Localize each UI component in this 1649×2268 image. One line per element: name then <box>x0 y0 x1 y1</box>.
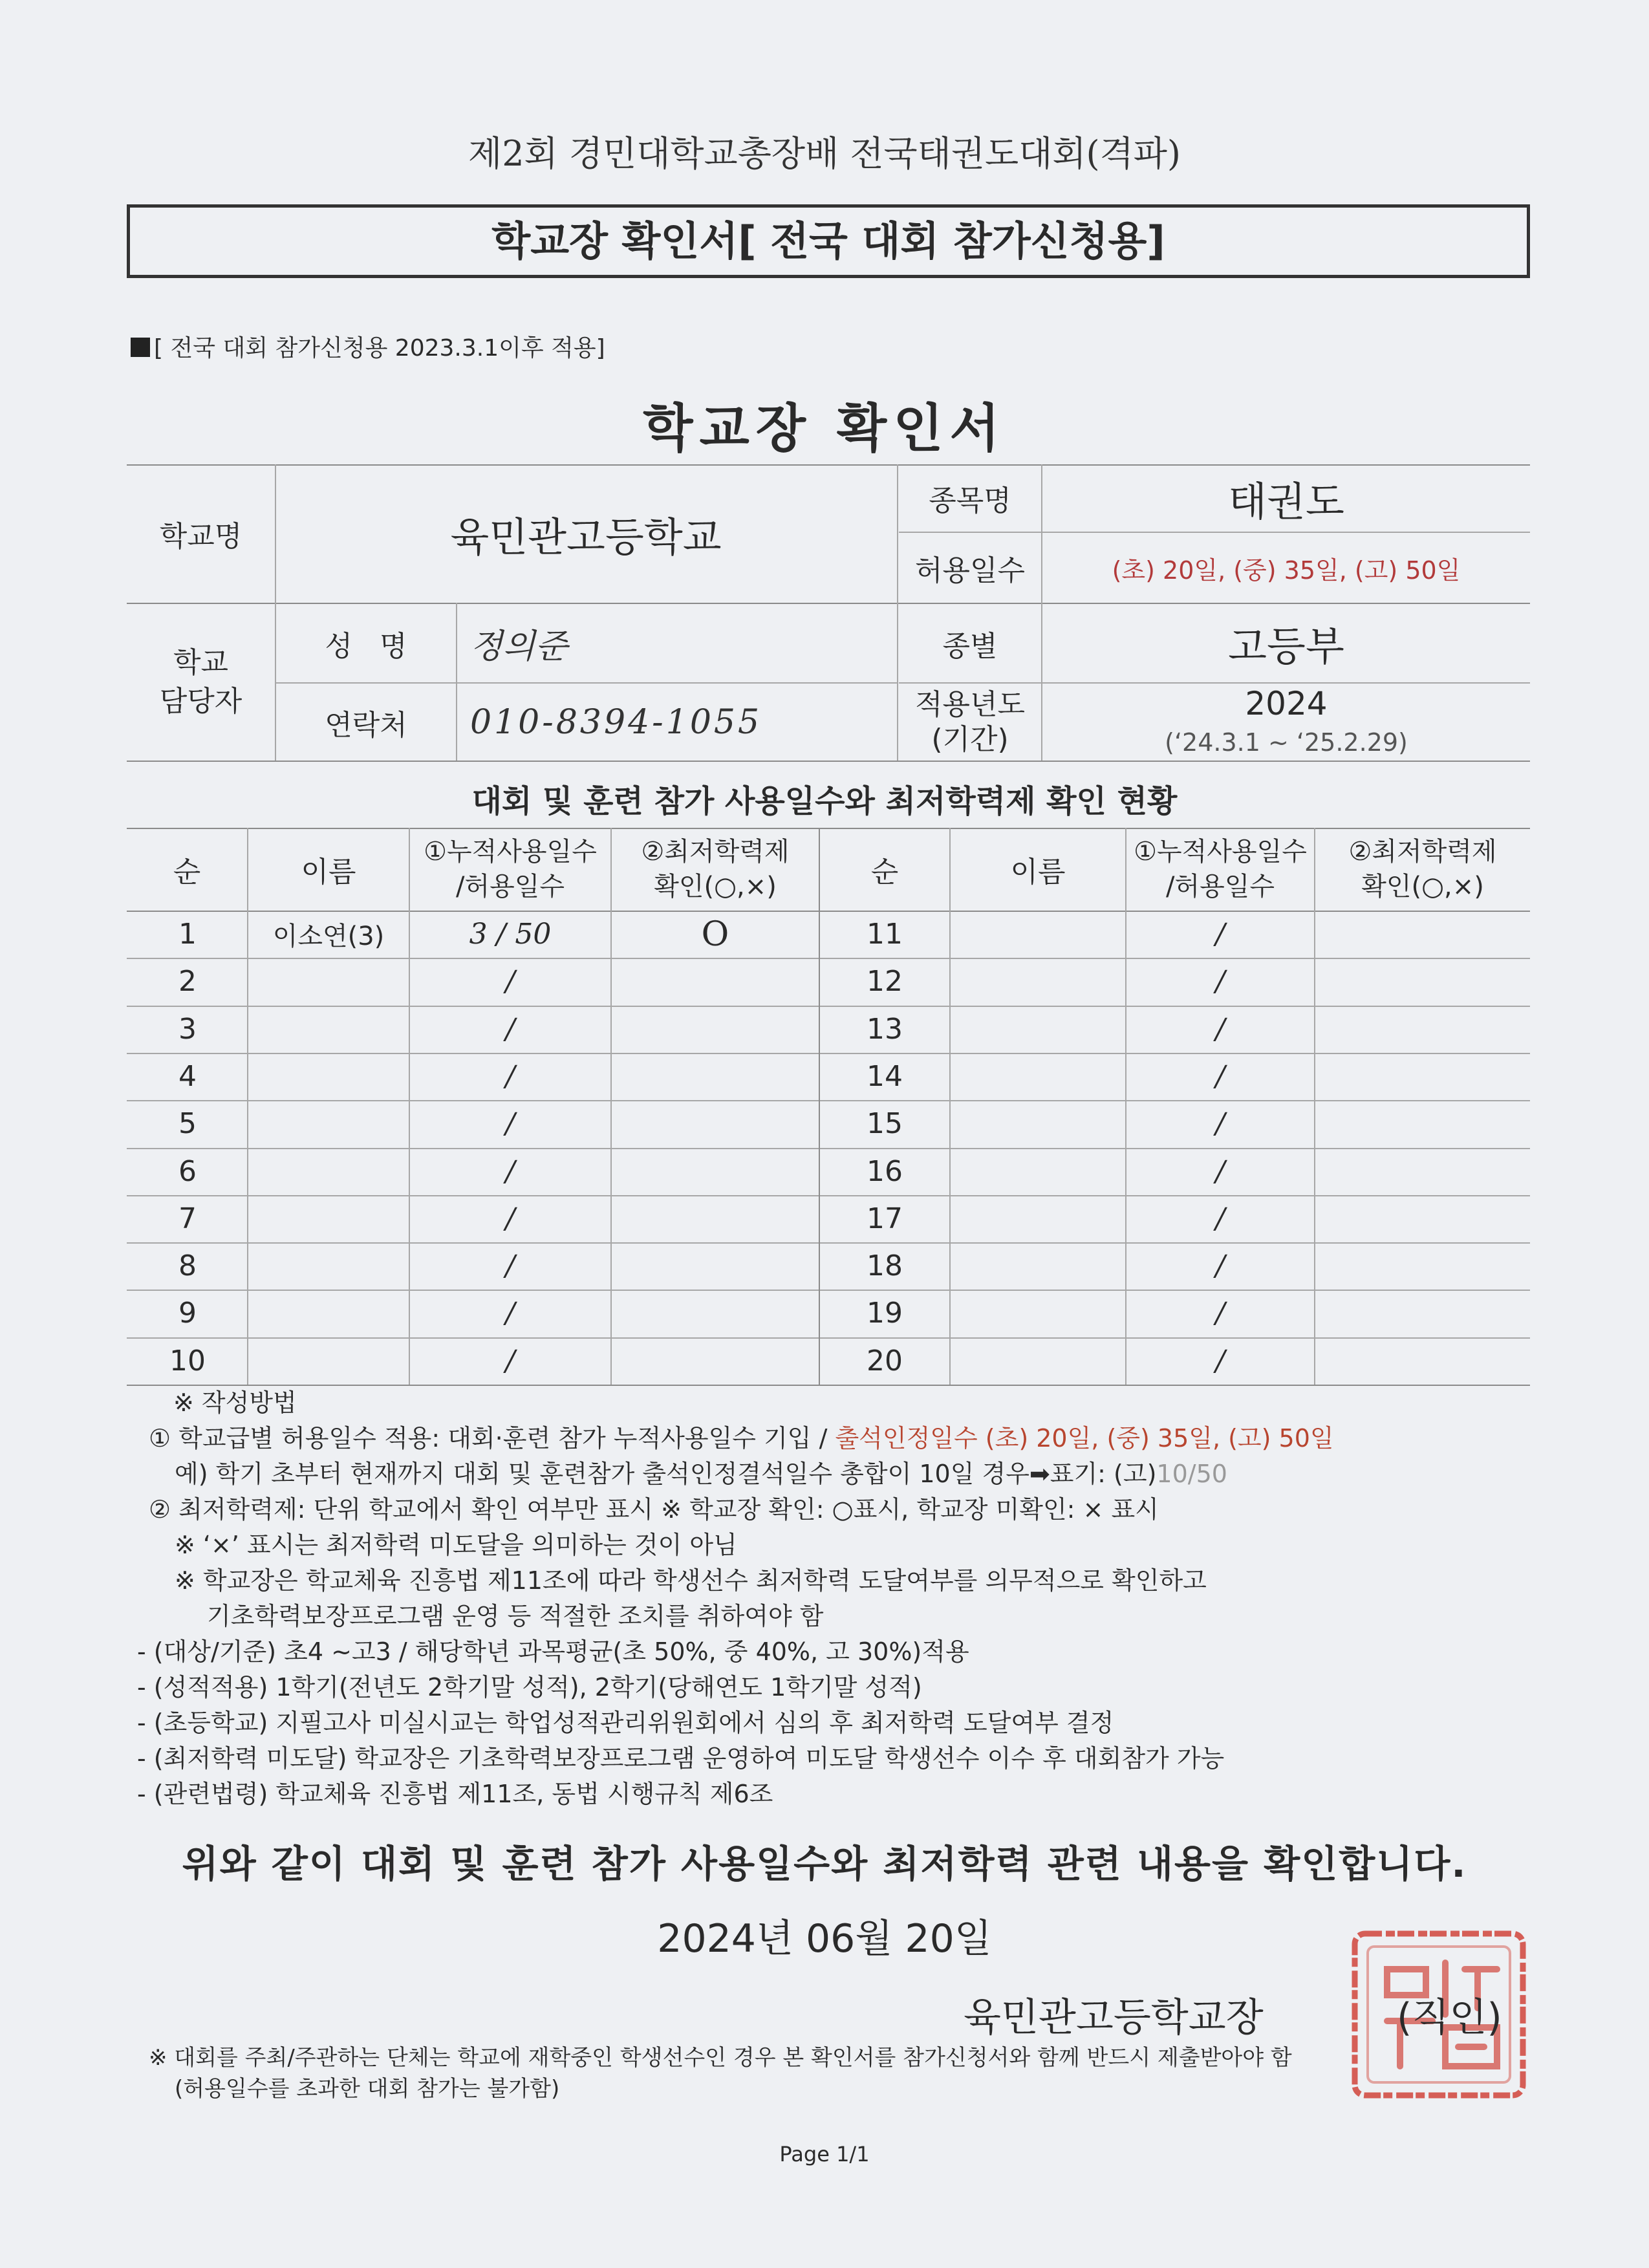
detail-2: - (성적적용) 1학기(전년도 2학기말 성적), 2학기(당해연도 1학기말 성적) <box>137 1673 922 1701</box>
division-value: 고등부 <box>1228 623 1344 670</box>
year-period: (‘24.3.1 ~ ‘25.2.29) <box>1165 728 1408 757</box>
allowed-days-value: (초) 20일, (중) 35일, (고) 50일 <box>1112 556 1461 585</box>
event-title: 제2회 경민대학교총장배 전국태권도대회(격파) <box>468 133 1181 174</box>
days-used: / <box>505 1249 515 1282</box>
min-academic-check <box>612 1337 819 1385</box>
student-name <box>248 1100 409 1147</box>
days-used: / <box>505 1060 515 1093</box>
row-number: 15 <box>867 1107 903 1140</box>
min-academic-check <box>612 1006 819 1053</box>
manager-label: 학교 담당자 <box>159 646 242 718</box>
allowed-days-label: 허용일수 <box>914 554 1025 587</box>
contact-label: 연락처 <box>325 708 407 742</box>
row-number: 16 <box>867 1155 903 1188</box>
student-name <box>951 1053 1125 1100</box>
days-used: / <box>1215 1013 1225 1046</box>
days-used: 3 / 50 <box>469 918 552 951</box>
footnote <box>149 2042 1558 2104</box>
row-number: 5 <box>178 1107 197 1140</box>
school-label: 학교명 <box>159 520 242 553</box>
contact-number: 010-8394-1055 <box>470 702 762 742</box>
min-academic-check <box>1315 1290 1530 1337</box>
days-used: / <box>1215 1107 1225 1140</box>
student-name <box>951 1290 1125 1337</box>
note-5: 기초학력보장프로그램 운영 등 적절한 조치를 취하여야 함 <box>207 1602 824 1630</box>
min-academic-check <box>1315 1242 1530 1290</box>
row-number: 10 <box>169 1345 206 1377</box>
row-number: 14 <box>867 1060 903 1093</box>
note-1-example: 예) 학기 초부터 현재까지 대회 및 훈련참가 출석인정결석일수 총합이 10일 경우➡표기: (고) <box>175 1460 1157 1488</box>
days-used: / <box>505 965 515 998</box>
days-used: / <box>1215 965 1225 998</box>
year-label: 적용년도 (기간) <box>914 687 1025 756</box>
detail-5: - (관련법령) 학교체육 진흥법 제11조, 동법 시행규칙 제6조 <box>137 1780 773 1808</box>
student-name <box>248 1337 409 1385</box>
header-name-right: 이름 <box>1010 856 1066 889</box>
min-academic-check <box>1315 1006 1530 1053</box>
header-name-left: 이름 <box>301 856 356 889</box>
student-name <box>951 1006 1125 1053</box>
row-number: 17 <box>867 1202 903 1235</box>
row-number: 7 <box>178 1202 197 1235</box>
footnote-line-2: (허용일수를 초과한 대회 참가는 불가함) <box>175 2076 560 2102</box>
student-name <box>951 1148 1125 1195</box>
sport-label: 종목명 <box>929 484 1011 517</box>
student-name <box>248 958 409 1005</box>
row-number: 1 <box>178 918 197 951</box>
days-used: / <box>505 1202 515 1235</box>
row-number: 4 <box>178 1060 197 1093</box>
footnote-line-1: ※ 대회를 주최/주관하는 단체는 학교에 재학중인 학생선수인 경우 본 확인서를 참가신청서와 함께 반드시 제출받아야 함 <box>149 2045 1292 2071</box>
days-used: / <box>505 1155 515 1188</box>
student-name <box>951 1195 1125 1242</box>
student-name <box>248 1290 409 1337</box>
row-number: 20 <box>867 1345 903 1377</box>
min-academic-check <box>1315 911 1530 958</box>
manager-name: 정의준 <box>470 627 568 666</box>
min-academic-check <box>1315 1337 1530 1385</box>
division-label: 종별 <box>942 629 998 663</box>
sport-name: 태권도 <box>1228 477 1344 525</box>
days-used: / <box>505 1297 515 1330</box>
header-days-left: ①누적사용일수 /허용일수 <box>424 837 597 902</box>
note-1-example-value: 10/50 <box>1156 1460 1227 1488</box>
subheading-text: [ 전국 대회 참가신청용 2023.3.1이후 적용] <box>154 335 605 362</box>
days-used: / <box>1215 1155 1225 1188</box>
confirm-statement: 위와 같이 대회 및 훈련 참가 사용일수와 최저학력 관련 내용을 확인합니다. <box>182 1842 1467 1886</box>
row-number: 13 <box>867 1013 903 1046</box>
days-used: / <box>505 1013 515 1046</box>
min-academic-check <box>612 958 819 1005</box>
min-academic-check <box>612 1053 819 1100</box>
header-no-left: 순 <box>173 856 201 889</box>
student-name <box>248 1053 409 1100</box>
header-check-right: ②최저학력제 확인(○,×) <box>1348 837 1497 902</box>
doc-title: 학교장 확인서[ 전국 대회 참가신청용] <box>491 217 1165 265</box>
student-name <box>951 958 1125 1005</box>
min-academic-check <box>612 1290 819 1337</box>
student-name <box>951 911 1125 958</box>
square-bullet-icon <box>131 338 150 357</box>
days-used: / <box>1215 918 1225 951</box>
seal-label: (직인) <box>1397 1995 1502 2040</box>
days-used: / <box>1215 1345 1225 1377</box>
row-number: 6 <box>178 1155 197 1188</box>
days-used: / <box>1215 1297 1225 1330</box>
subheading <box>131 330 605 363</box>
row-number: 19 <box>867 1297 903 1330</box>
days-used: / <box>1215 1060 1225 1093</box>
student-name <box>951 1100 1125 1147</box>
row-number: 3 <box>178 1013 197 1046</box>
min-academic-check <box>612 1148 819 1195</box>
page-number: Page 1/1 <box>779 2142 870 2166</box>
detail-3: - (초등학교) 지필고사 미실시교는 학업성적관리위원회에서 심의 후 최저학력 도달여부 결정 <box>137 1709 1114 1737</box>
row-number: 2 <box>178 965 197 998</box>
min-academic-check <box>1315 1148 1530 1195</box>
days-used: / <box>505 1107 515 1140</box>
note-3: ※ ‘×’ 표시는 최저학력 미도달을 의미하는 것이 아님 <box>175 1531 737 1559</box>
row-number: 9 <box>178 1297 197 1330</box>
student-name <box>248 1195 409 1242</box>
notes-heading: ※ 작성방법 <box>173 1388 297 1417</box>
row-number: 12 <box>867 965 903 998</box>
student-name: 이소연(3) <box>272 922 385 951</box>
min-academic-check <box>1315 1195 1530 1242</box>
min-academic-check <box>612 1100 819 1147</box>
student-name <box>248 1242 409 1290</box>
min-academic-check <box>612 1242 819 1290</box>
school-name: 육민관고등학교 <box>450 513 722 561</box>
instructions <box>137 1385 1571 1812</box>
min-academic-check <box>1315 958 1530 1005</box>
row-number: 8 <box>178 1249 197 1282</box>
header-no-right: 순 <box>870 856 899 889</box>
student-name <box>248 1148 409 1195</box>
min-academic-check: O <box>701 914 729 954</box>
row-number: 11 <box>867 918 903 951</box>
student-name <box>248 1006 409 1053</box>
days-used: / <box>1215 1249 1225 1282</box>
row-number: 18 <box>867 1249 903 1282</box>
min-academic-check <box>612 1195 819 1242</box>
name-label: 성 명 <box>325 629 407 663</box>
detail-4: - (최저학력 미도달) 학교장은 기초학력보장프로그램 운영하여 미도달 학생선수 이수 후 대회참가 가능 <box>137 1744 1225 1773</box>
min-academic-check <box>1315 1053 1530 1100</box>
student-name <box>951 1242 1125 1290</box>
days-used: / <box>505 1345 515 1377</box>
issue-date: 2024년 06월 20일 <box>657 1916 992 1961</box>
note-4: ※ 학교장은 학교체육 진흥법 제11조에 따라 학생선수 최저학력 도달여부를 의무적으로 확인하고 <box>175 1566 1207 1595</box>
header-check-left: ②최저학력제 확인(○,×) <box>641 837 790 902</box>
note-1: ① 학교급별 허용일수 적용: 대회·훈련 참가 누적사용일수 기입 / <box>149 1424 835 1453</box>
header-days-right: ①누적사용일수 /허용일수 <box>1134 837 1307 902</box>
principal-title: 육민관고등학교장 <box>964 1995 1264 2040</box>
student-name <box>951 1337 1125 1385</box>
min-academic-check <box>1315 1100 1530 1147</box>
year-value: 2024 <box>1245 685 1328 722</box>
days-used: / <box>1215 1202 1225 1235</box>
main-title: 학교장 확인서 <box>643 398 1006 459</box>
note-1-attendance: 출석인정일수 (초) 20일, (중) 35일, (고) 50일 <box>835 1424 1334 1453</box>
table-title: 대회 및 훈련 참가 사용일수와 최저학력제 확인 현황 <box>471 783 1178 819</box>
note-2: ② 최저학력제: 단위 학교에서 확인 여부만 표시 ※ 학교장 확인: ○표시, 학교장 미확인: × 표시 <box>149 1495 1159 1524</box>
detail-1: - (대상/기준) 초4 ~고3 / 해당학년 과목평균(초 50%, 중 40%, 고 30%)적용 <box>137 1637 969 1666</box>
